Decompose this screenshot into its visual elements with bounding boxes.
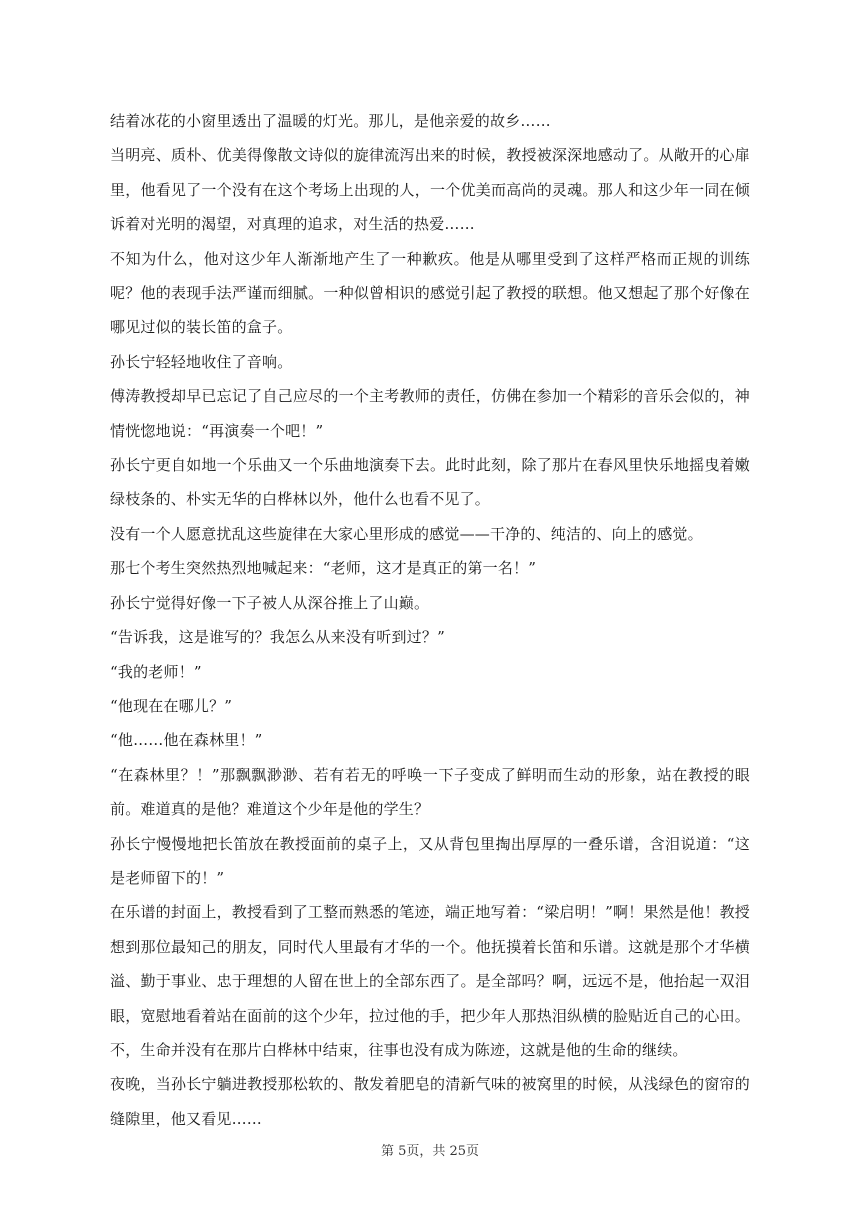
paragraph: “告诉我，这是谁写的？我怎么从来没有听到过？” [110,628,445,647]
page-number-footer: 第 5页，共 25页 [380,1144,480,1159]
paragraph: 孙长宁觉得好像一下子被人从深谷推上了山巅。 [110,593,430,612]
paragraph: “我的老师！” [110,662,202,681]
paragraph: 结着冰花的小窗里透出了温暖的灯光。那儿，是他亲爱的故乡…… [110,112,551,130]
paragraph: 傅涛教授却早已忘记了自己应尽的一个主考教师的责任，仿佛在参加一个精彩的音乐会似的，神情恍惚地说：“再演奏一个吧！” [110,387,750,440]
document-body [110,104,750,1136]
paragraph: 当明亮、质朴、优美得像散文诗似的旋律流泻出来的时候，教授被深深地感动了。从敞开的心扉里，他看见了一个没有在这个考场上出现的人，一个优美而高尚的灵魂。那人和这少年一同在倾诉着对光明的渴望，对真理的追求，对生活的热爱…… [110,146,750,234]
paragraph: 在乐谱的封面上，教授看到了工整而熟悉的笔迹，端正地写着：“梁启明！”啊！果然是他！教授想到那位最知己的朋友，同时代人里最有才华的一个。他抚摸着长笛和乐谱。这就是那个才华横溢、勤于事业、忠于理想的人留在世上的全部东西了。是全部吗？啊，远远不是，他抬起一双泪眼，宽慰地看着站在面前的这个少年，拉过他的手，把少年人那热泪纵横的脸贴近自己的心田。不，生命并没有在那片白桦林中结束，往事也没有成为陈迹，这就是他的生命的继续。 [110,903,750,1059]
paragraph: 孙长宁慢慢地把长笛放在教授面前的桌子上，又从背包里掏出厚厚的一叠乐谱，含泪说道：“这是老师留下的！” [110,834,750,887]
paragraph: 没有一个人愿意扰乱这些旋律在大家心里形成的感觉——干净的、纯洁的、向上的感觉。 [110,524,703,543]
paragraph: 孙长宁更自如地一个乐曲又一个乐曲地演奏下去。此时此刻，除了那片在春风里快乐地摇曳着嫩绿枝条的、朴实无华的白桦林以外，他什么也看不见了。 [110,456,750,509]
paragraph: 夜晚，当孙长宁躺进教授那松软的、散发着肥皂的清新气味的被窝里的时候，从浅绿色的窗帘的缝隙里，他又看见…… [110,1075,750,1128]
paragraph: 那七个考生突然热烈地喊起来：“老师，这才是真正的第一名！” [110,559,537,578]
paragraph: “在森林里？！”那飘飘渺渺、若有若无的呼唤一下子变成了鲜明而生动的形象，站在教授的眼前。难道真的是他？难道这个少年是他的学生？ [110,765,750,819]
paragraph: “他……他在森林里！” [110,731,263,750]
paragraph: “他现在在哪儿？” [110,696,233,715]
paragraph: 孙长宁轻轻地收住了音响。 [110,352,293,371]
paragraph: 不知为什么，他对这少年人渐渐地产生了一种歉疚。他是从哪里受到了这样严格而正规的训练呢？他的表现手法严谨而细腻。一种似曾相识的感觉引起了教授的联想。他又想起了那个好像在哪见过似的装长笛的盒子。 [110,249,750,337]
